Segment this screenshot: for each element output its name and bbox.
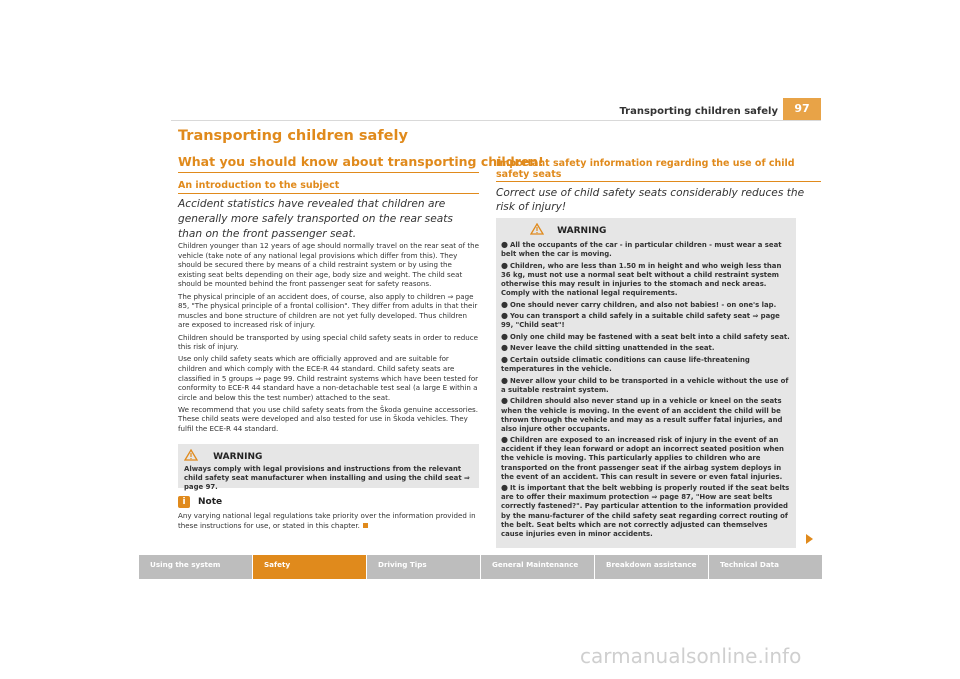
main-heading: Transporting children safely [178,128,408,144]
warning-box-left [178,444,479,492]
list-item: ● Children, who are less than 1.50 m in height and who weigh less than 36 kg, must not use a normal seat belt without a child restraint system otherwise this may result in injuries to the stomach and neck areas. Comply with the national legal requirements. [501,260,782,297]
bullet-icon: ● [501,396,508,406]
list-item: ● All the occupants of the car - in particular children - must wear a seat belt when the car is moving. [501,240,782,259]
intro-body [178,241,479,436]
nav-tab-technical-data[interactable]: Technical Data [709,555,822,579]
bullet-icon: ● [501,435,508,445]
nav-tab-general-maintenance[interactable]: General Maintenance [481,555,595,579]
header-divider [171,120,821,121]
bullet-icon: ● [501,260,508,270]
bullet-icon: ● [501,375,508,385]
continue-arrow-icon[interactable] [806,534,813,544]
section-end-marker [363,523,368,528]
paragraph: Use only child safety seats which are officially approved and are suitable for children and which comply with the ECE-R 44 standard. Child safety seats are classified in 5 groups ⇒ page 99. Child restraint systems which have been tested for conformity to ECE-R 44 standard have a non-detachable test seal (a large E within a circle and below this the test number) attached to the seat. [178,354,479,402]
list-item: ● It is important that the belt webbing is properly routed if the seat belts are to offer their maximum protection ⇒ page 87, "How are seat belts correctly fastened?". Pay particular attention to the information provided by the manu-facturer of the child safety seat regarding correct routing of the belt. Seat belts which are not correctly adjusted can themselves cause injuries even in minor accidents. [501,483,790,538]
bullet-icon: ● [501,343,508,353]
list-item: ● Only one child may be fastened with a seat belt into a child safety seat. [501,331,790,341]
bullet-icon: ● [501,331,508,341]
running-header-title: Transporting children safely [619,106,778,117]
bullet-icon: ● [501,299,508,309]
intro-lead-text: Accident statistics have revealed that children are generally more safely transported on the rear seats than on the front passenger seat. [178,198,453,240]
list-item: ● Children are exposed to an increased risk of injury in the event of an accident if they lean forward or adopt an incorrect seated position when the vehicle is moving. This particularly applies to children who are transported on the front passenger seat if the airbag system deploys in the event of an accident. This can result in severe or even fatal injuries. [501,435,784,481]
warning-header [496,218,796,240]
page-number: 97 [783,98,821,120]
warning-header [178,444,479,465]
bullet-icon: ● [501,240,508,249]
warning-triangle-icon [530,223,544,235]
right-lead-text: Correct use of child safety seats considerably reduces the risk of injury! [496,187,805,213]
bullet-icon: ● [501,355,508,365]
nav-tab-using-the-system[interactable]: Using the system [139,555,253,579]
list-item: ● Children should also never stand up in a vehicle or kneel on the seats when the vehicle is moving. In the event of an accident the child will be thrown through the vehicle and may as a result suffer fatal injuries, and also injure other occupants. [501,396,783,433]
section-heading-rule [178,172,479,173]
right-heading-rule [496,181,821,182]
note-info-icon: i [178,496,190,508]
bullet-icon: ● [501,311,508,321]
note-title: Note [198,497,223,507]
note-header [178,496,222,508]
note-text-block [178,511,479,530]
chapter-nav [139,555,822,579]
list-item: ● Never leave the child sitting unattended in the seat. [501,343,715,353]
nav-tab-driving-tips[interactable]: Driving Tips [367,555,481,579]
warning-box-right [496,218,796,548]
warning-title: WARNING [213,452,263,462]
right-heading: Important safety information regarding the use of child safety seats [496,158,795,180]
section-heading: What you should know about transporting children! [178,154,544,169]
list-item: ● You can transport a child safely in a suitable child safety seat ⇒ page 99, "Child seat"! [501,311,780,330]
warning-text: Always comply with legal provisions and instructions from the relevant child safety seat manufacturer when installing and using the child seat ⇒ page 97. [184,465,470,492]
paragraph: We recommend that you use child safety seats from the Škoda genuine accessories. These child seats were developed and also tested for use in Škoda vehicles. They fulfil the ECE-R 44 standard. [178,404,479,434]
nav-tab-breakdown-assistance[interactable]: Breakdown assistance [595,555,709,579]
list-item: ● Never allow your child to be transported in a vehicle without the use of a suitable restraint system. [501,375,789,394]
watermark: carmanualsonline.info [580,644,802,668]
list-item: ● Certain outside climatic conditions can cause life-threatening temperatures in the vehicle. [501,355,750,374]
paragraph: Children should be transported by using special child safety seats in order to reduce this risk of injury. [178,332,478,352]
warning-bullet-list [496,240,796,539]
warning-title: WARNING [557,226,607,236]
intro-heading-rule [178,193,479,194]
warning-triangle-icon [184,449,198,461]
nav-tab-safety[interactable]: Safety [253,555,367,579]
intro-heading: An introduction to the subject [178,180,340,191]
paragraph: The physical principle of an accident does, of course, also apply to children ⇒ page 85, "The physical principle of a frontal collision". They differ from adults in that their muscles and bone structure of children are not yet fully developed. Thus children are exposed to increased risk of injury. [178,291,478,330]
note-text: Any varying national legal regulations take priority over the information provided in these instructions for use, or stated in this chapter. [178,511,476,530]
paragraph: Children younger than 12 years of age should normally travel on the rear seat of the vehicle (take note of any national legal provisions which differ from this). They should be secured there by means of a child restraint system or by using the existing seat belts depending on their age, body size and weight. The child seat should be mounted behind the front passenger seat for safety reasons. [178,241,480,289]
list-item: ● One should never carry children, and also not babies! - on one's lap. [501,299,777,309]
bullet-icon: ● [501,483,508,493]
